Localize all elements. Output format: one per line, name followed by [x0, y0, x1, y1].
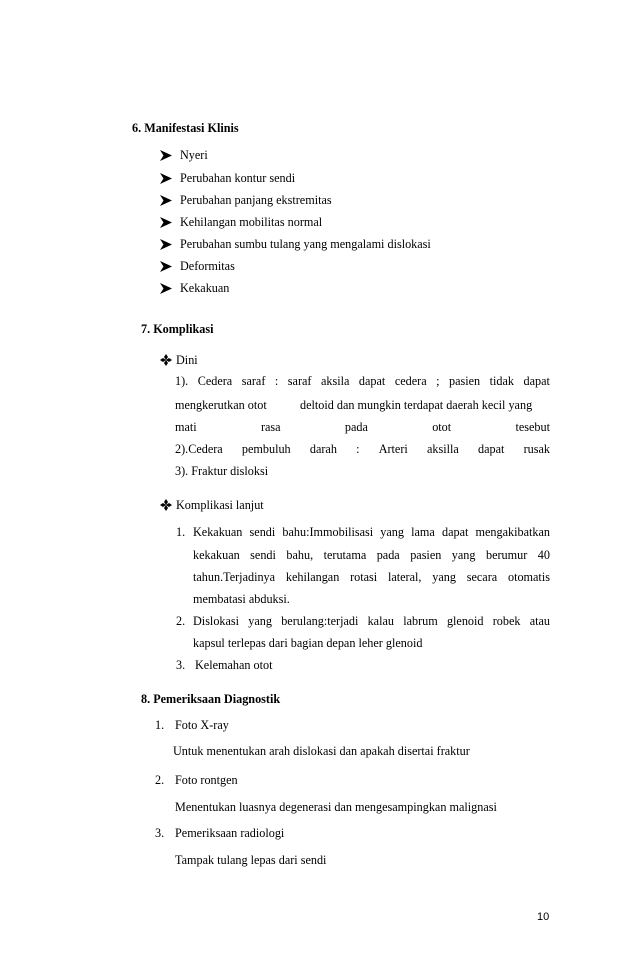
word: Kekakuan	[193, 525, 243, 539]
word: aksila	[320, 374, 350, 388]
word: rotasi	[350, 570, 378, 584]
list-number: 3.	[176, 658, 186, 672]
word: bahu:Immobilisasi	[282, 525, 374, 539]
lanjut-1-line-3	[193, 570, 550, 585]
word: :	[274, 374, 279, 388]
word: dapat	[441, 525, 469, 539]
word: dapat	[523, 374, 550, 388]
dini-line-2b: deltoid dan mungkin terdapat daerah kecil yang	[300, 398, 533, 412]
word: :	[356, 442, 360, 456]
word: otomatis	[507, 570, 550, 584]
word: berumur	[485, 548, 528, 562]
page-number: 10	[537, 911, 550, 923]
word: rasa	[260, 420, 281, 434]
sub-heading-text: Komplikasi lanjut	[176, 498, 264, 512]
word: yang	[248, 614, 272, 628]
word: mati	[175, 420, 197, 434]
word: lama	[411, 525, 435, 539]
lanjut-1-line-2	[193, 548, 550, 563]
word: bahu,	[286, 548, 314, 562]
word: pasien	[410, 548, 442, 562]
diagnostic-item-desc: Tampak tulang lepas dari sendi	[175, 853, 327, 867]
word: tahun.Terjadinya	[193, 570, 276, 584]
lanjut-2-line-2: kapsul terlepas dari bagian depan leher glenoid	[193, 636, 423, 650]
word: 1).	[175, 374, 189, 388]
word: 40	[537, 548, 550, 562]
list-item-text: Perubahan panjang ekstremitas	[180, 193, 332, 207]
sub-heading-text: Dini	[176, 353, 198, 367]
word: sendi	[249, 525, 276, 539]
word: robek	[492, 614, 521, 628]
diagnostic-item-title: Foto rontgen	[175, 773, 238, 787]
lanjut-1-line-1	[193, 525, 550, 540]
word: tidak	[489, 374, 515, 388]
word: kehilangan	[285, 570, 340, 584]
word: yang	[432, 570, 456, 584]
list-number: 2.	[155, 773, 165, 787]
list-number: 1.	[155, 718, 165, 732]
list-item-text: Deformitas	[180, 259, 235, 273]
word: ;	[436, 374, 440, 388]
word: pada	[376, 548, 400, 562]
list-number: 2.	[176, 614, 186, 628]
arrow-bullet-icon	[160, 217, 172, 228]
word: Cedera	[197, 374, 233, 388]
list-number: 3.	[155, 826, 165, 840]
diamond-bullet-icon	[160, 354, 172, 366]
dini-line-5: 3). Fraktur disloksi	[175, 464, 269, 478]
word: terutama	[323, 548, 367, 562]
list-item-text: Nyeri	[180, 148, 208, 162]
dini-line-3	[175, 420, 550, 435]
word: saraf	[241, 374, 266, 388]
word: saraf	[287, 374, 312, 388]
arrow-bullet-icon	[160, 239, 172, 250]
word: yang	[451, 548, 476, 562]
word: dapat	[478, 442, 505, 456]
word: pada	[344, 420, 368, 434]
word: atau	[529, 614, 550, 628]
diagnostic-item-title: Foto X-ray	[175, 718, 229, 732]
word: lateral,	[387, 570, 422, 584]
word: labrum	[403, 614, 438, 628]
word: mengakibatkan	[475, 525, 550, 539]
section-heading: 8. Pemeriksaan Diagnostik	[141, 692, 281, 706]
word: aksilla	[426, 442, 459, 456]
word: sendi	[250, 548, 276, 562]
word: tesebut	[515, 420, 550, 434]
word: darah	[309, 442, 337, 456]
word: yang	[380, 525, 404, 539]
section-heading: 6. Manifestasi Klinis	[132, 121, 239, 135]
word: otot	[432, 420, 452, 434]
lanjut-3-text: Kelemahan otot	[195, 658, 273, 672]
section-heading: 7. Komplikasi	[141, 322, 214, 336]
lanjut-1-line-4: membatasi abduksi.	[193, 592, 290, 606]
arrow-bullet-icon	[160, 150, 172, 161]
word: rusak	[523, 442, 550, 456]
dini-line-4	[175, 442, 550, 457]
dini-line-2a: mengkerutkan otot	[175, 398, 267, 412]
arrow-bullet-icon	[160, 173, 172, 184]
list-item-text: Kekakuan	[180, 281, 230, 295]
diagnostic-item-desc: Menentukan luasnya degenerasi dan mengesampingkan malignasi	[175, 800, 497, 814]
arrow-bullet-icon	[160, 283, 172, 294]
list-item-text: Kehilangan mobilitas normal	[180, 215, 323, 229]
list-item-text: Perubahan kontur sendi	[180, 171, 296, 185]
diagnostic-item-desc: Untuk menentukan arah dislokasi dan apakah disertai fraktur	[173, 744, 470, 758]
diagnostic-item-title: Pemeriksaan radiologi	[175, 826, 285, 840]
word: berulang:terjadi	[281, 614, 359, 628]
word: 2).Cedera	[175, 442, 223, 456]
word: secara	[466, 570, 498, 584]
word: cedera	[394, 374, 427, 388]
word: Arteri	[378, 442, 408, 456]
word: pasien	[449, 374, 481, 388]
word: dapat	[358, 374, 386, 388]
word: Dislokasi	[193, 614, 240, 628]
dini-line-1	[175, 374, 550, 389]
word: kekakuan	[193, 548, 240, 562]
list-item-text: Perubahan sumbu tulang yang mengalami dislokasi	[180, 237, 431, 251]
word: glenoid	[446, 614, 484, 628]
word: kalau	[367, 614, 394, 628]
lanjut-2-line-1	[193, 614, 550, 629]
diamond-bullet-icon	[160, 499, 172, 511]
arrow-bullet-icon	[160, 261, 172, 272]
list-number: 1.	[176, 525, 186, 539]
arrow-bullet-icon	[160, 195, 172, 206]
word: pembuluh	[241, 442, 291, 456]
